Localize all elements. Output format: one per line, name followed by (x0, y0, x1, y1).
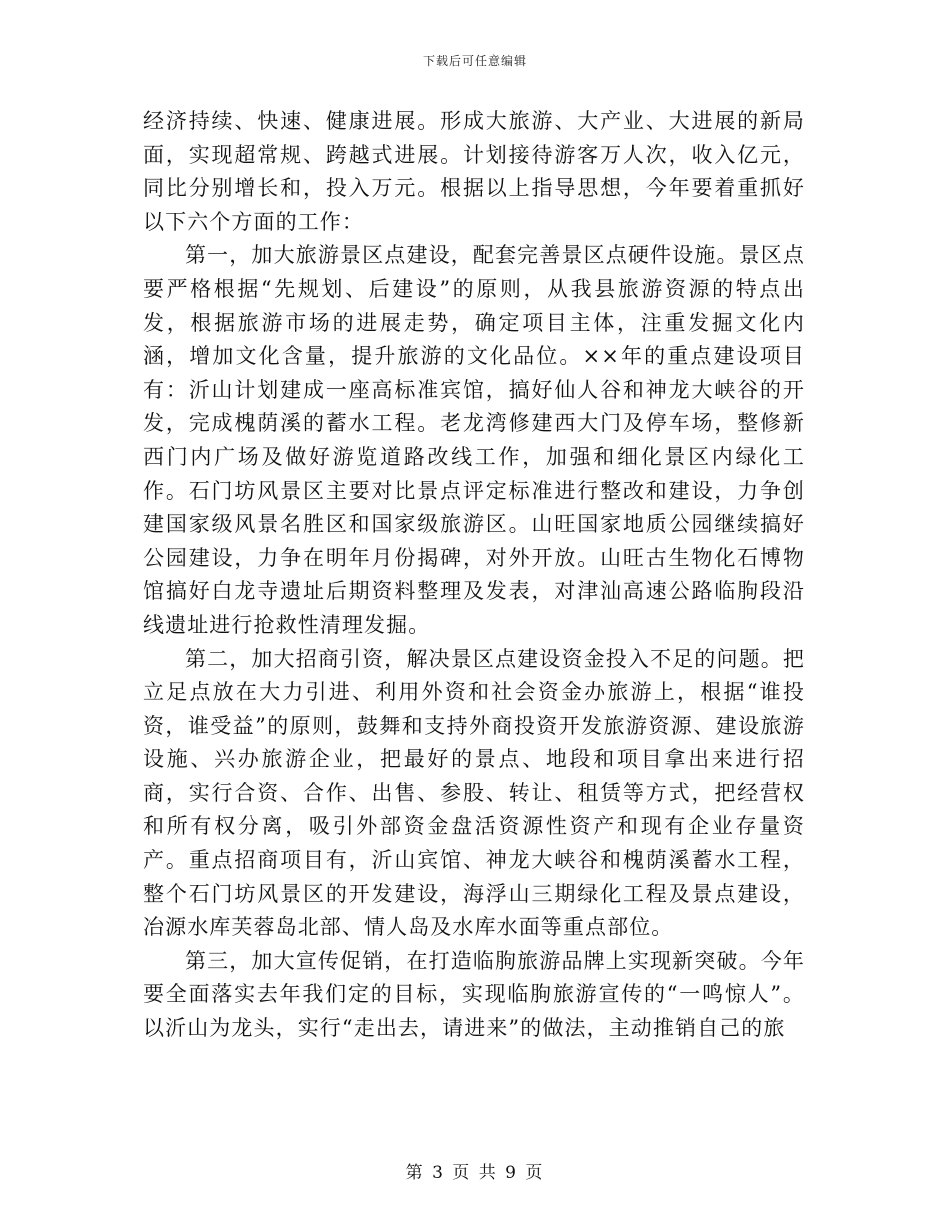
paragraph-first-item: 第一，加大旅游景区点建设，配套完善景区点硬件设施。景区点要严格根据“先规划、后建设”的原则，从我县旅游资源的特点出发，根据旅游市场的进展走势，确定项目主体，注重发掘文化内涵，增加文化含量，提升旅游的文化品位。××年的重点建设项目有：沂山计划建成一座高标准宾馆，搞好仙人谷和神龙大峡谷的开发，完成槐荫溪的蓄水工程。老龙湾修建西大门及停车场，整修新西门内广场及做好游览道路改线工作，加强和细化景区内绿化工作。石门坊风景区主要对比景点评定标准进行整改和建设，力争创建国家级风景名胜区和国家级旅游区。山旺国家地质公园继续搞好公园建设，力争在明年月份揭碑，对外开放。山旺古生物化石博物馆搞好白龙寺遗址后期资料整理及发表，对津汕高速公路临朐段沿线遗址进行抢救性清理发掘。 (143, 243, 805, 637)
paragraph-third-item: 第三，加大宣传促销，在打造临朐旅游品牌上实现新突破。今年要全面落实去年我们定的目标，实现临朐旅游宣传的“一鸣惊人”。以沂山为龙头，实行“走出去，请进来”的做法，主动推销自己的旅 (143, 948, 805, 1041)
document-body (143, 105, 805, 1046)
paragraph-continuation: 经济持续、快速、健康进展。形成大旅游、大产业、大进展的新局面，实现超常规、跨越式进展。计划接待游客万人次，收入亿元，同比分别增长和，投入万元。根据以上指导思想，今年要着重抓好以下六个方面的工作： (143, 109, 805, 234)
paragraph-second-item: 第二，加大招商引资，解决景区点建设资金投入不足的问题。把立足点放在大力引进、利用外资和社会资金办旅游上，根据“谁投资，谁受益”的原则，鼓舞和支持外商投资开发旅游资源、建设旅游设施、兴办旅游企业，把最好的景点、地段和项目拿出来进行招商，实行合资、合作、出售、参股、转让、租赁等方式，把经营权和所有权分离，吸引外部资金盘活资源性资产和现有企业存量资产。重点招商项目有，沂山宾馆、神龙大峡谷和槐荫溪蓄水工程，整个石门坊风景区的开发建设，海浮山三期绿化工程及景点建设，冶源水库芙蓉岛北部、情人岛及水库水面等重点部位。 (143, 646, 805, 940)
page-number-footer: 第 3 页 共 9 页 (405, 1163, 545, 1183)
page-header-note: 下载后可任意编辑 (422, 54, 527, 68)
